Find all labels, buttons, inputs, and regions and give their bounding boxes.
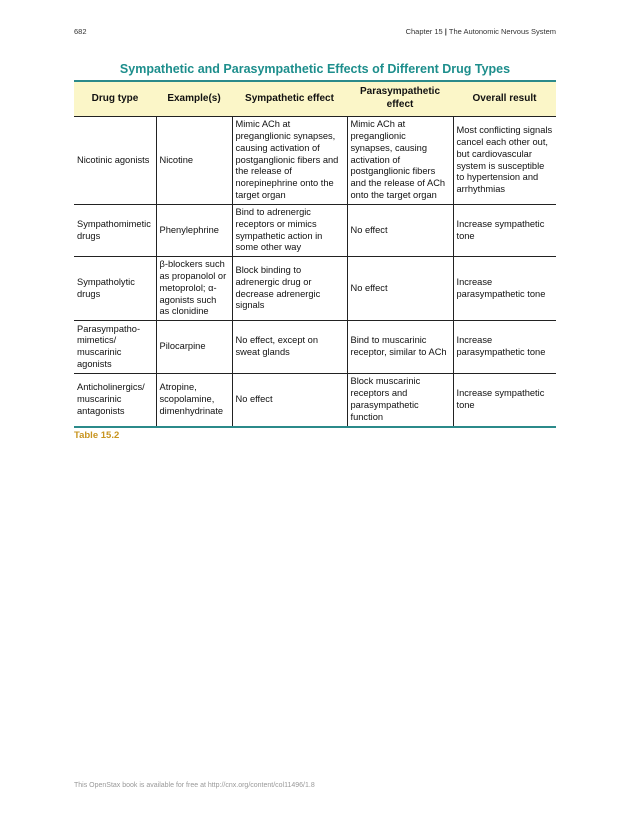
- column-header-overall-result: Overall result: [453, 81, 556, 117]
- drug-type-cell: Sympatholytic drugs: [74, 257, 156, 321]
- examples-cell: Atropine, scopolamine, dimenhydrinate: [156, 374, 232, 427]
- parasympathetic-effect-cell: No effect: [347, 257, 453, 321]
- sympathetic-effect-cell: No effect, except on sweat glands: [232, 321, 347, 374]
- column-header-sympathetic-effect: Sympathetic effect: [232, 81, 347, 117]
- chapter-number: Chapter 15: [405, 27, 443, 36]
- parasympathetic-effect-cell: Bind to muscarinic receptor, similar to ACh: [347, 321, 453, 374]
- overall-result-cell: Increase sympathetic tone: [453, 374, 556, 427]
- examples-cell: β-blockers such as propanolol or metoprolol; α-agonists such as clonidine: [156, 257, 232, 321]
- table-row: [74, 321, 556, 374]
- examples-cell: Nicotine: [156, 117, 232, 205]
- column-header-examples: Example(s): [156, 81, 232, 117]
- examples-cell: Phenylephrine: [156, 205, 232, 257]
- overall-result-cell: Most conflicting signals cancel each other out, but cardiovascular system is susceptible to hypertension and arrhythmias: [453, 117, 556, 205]
- parasympathetic-effect-cell: No effect: [347, 205, 453, 257]
- parasympathetic-effect-cell: Mimic ACh at preganglionic synapses, causing activation of postganglionic fibers and the release of ACh onto the target organ: [347, 117, 453, 205]
- table-caption: Table 15.2: [74, 430, 120, 441]
- page-header: [74, 27, 556, 39]
- table-row: [74, 374, 556, 427]
- page-number: 682: [74, 27, 87, 36]
- sympathetic-effect-cell: Mimic ACh at preganglionic synapses, causing activation of postganglionic fibers and the release of norepinephrine onto the target organ: [232, 117, 347, 205]
- table-row: [74, 205, 556, 257]
- chapter-heading: [406, 27, 556, 36]
- drug-type-cell: Anticholinergics/ muscarinic antagonists: [74, 374, 156, 427]
- table-title: Sympathetic and Parasympathetic Effects of Different Drug Types: [119, 62, 511, 76]
- overall-result-cell: Increase parasympathetic tone: [453, 257, 556, 321]
- overall-result-cell: Increase sympathetic tone: [453, 205, 556, 257]
- drug-type-cell: Parasympatho-mimetics/ muscarinic agonists: [74, 321, 156, 374]
- table-row: [74, 117, 556, 205]
- chapter-separator: |: [444, 27, 447, 36]
- sympathetic-effect-cell: Block binding to adrenergic drug or decrease adrenergic signals: [232, 257, 347, 321]
- chapter-title: The Autonomic Nervous System: [448, 27, 556, 36]
- column-header-parasympathetic-effect: Parasympathetic effect: [347, 81, 453, 117]
- examples-cell: Pilocarpine: [156, 321, 232, 374]
- table-header-row: [74, 81, 556, 117]
- table-row: [74, 257, 556, 321]
- sympathetic-effect-cell: No effect: [232, 374, 347, 427]
- overall-result-cell: Increase parasympathetic tone: [453, 321, 556, 374]
- parasympathetic-effect-cell: Block muscarinic receptors and parasympathetic function: [347, 374, 453, 427]
- drug-effects-table: [74, 80, 556, 428]
- page-footer: This OpenStax book is available for free at http://cnx.org/content/col11496/1.8: [74, 782, 315, 789]
- drug-type-cell: Sympathomimetic drugs: [74, 205, 156, 257]
- drug-type-cell: Nicotinic agonists: [74, 117, 156, 205]
- sympathetic-effect-cell: Bind to adrenergic receptors or mimics sympathetic action in some other way: [232, 205, 347, 257]
- column-header-drug-type: Drug type: [74, 81, 156, 117]
